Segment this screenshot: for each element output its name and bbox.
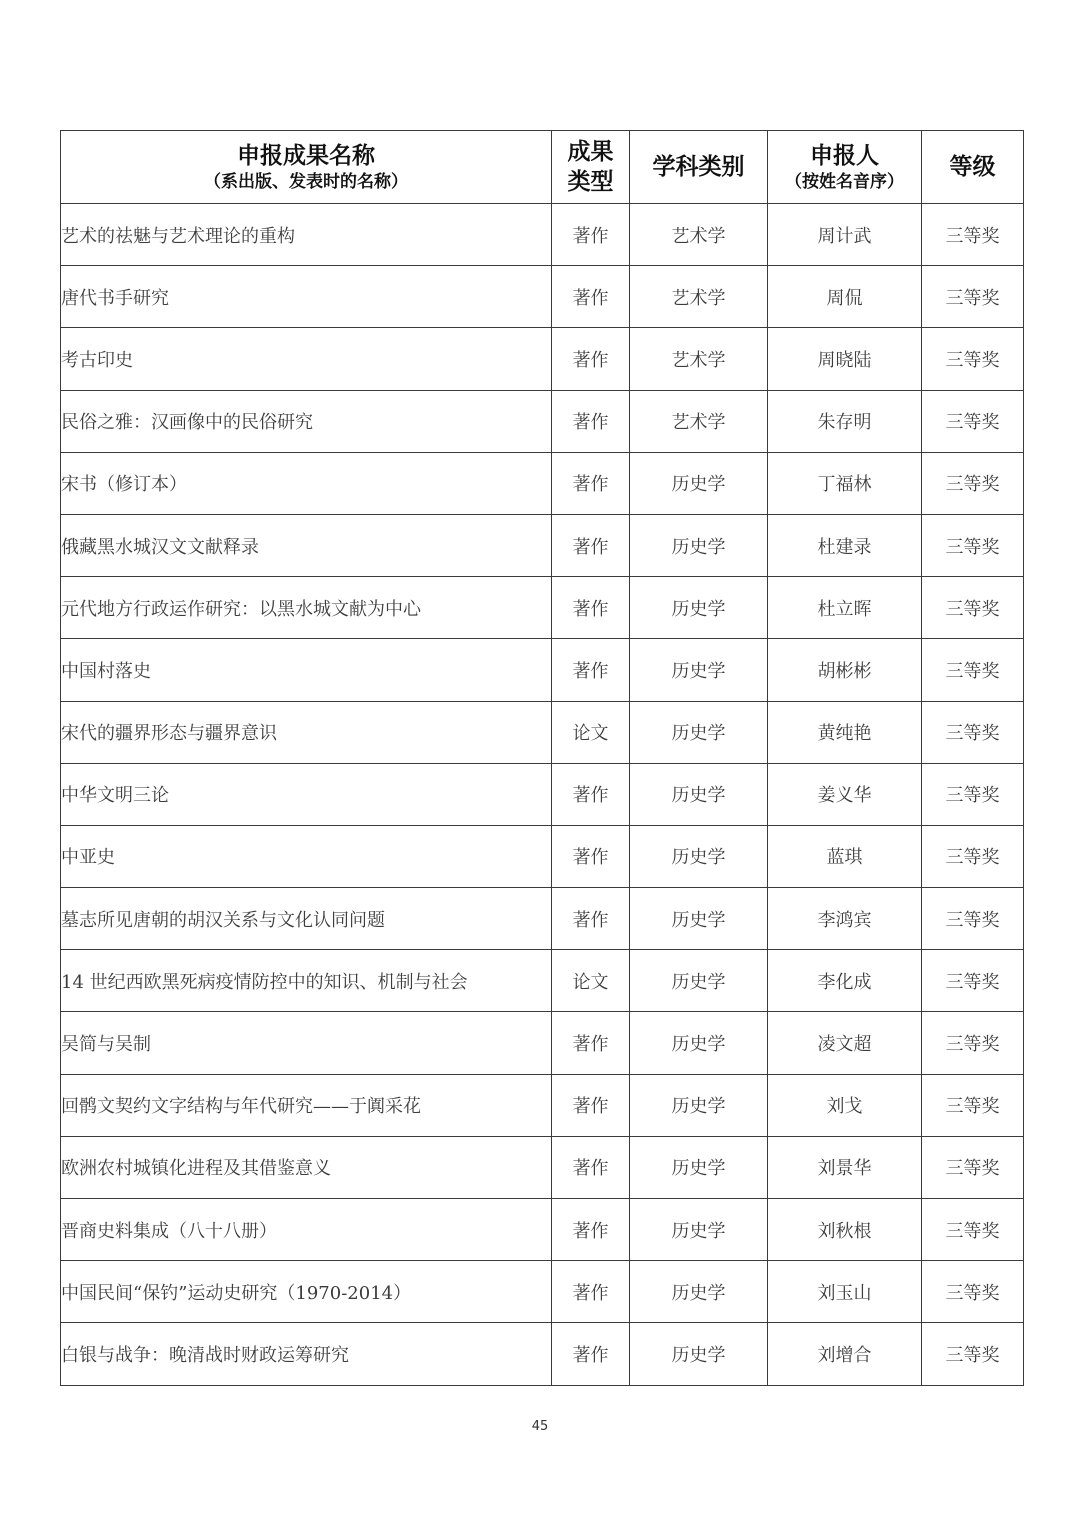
- table-row: [61, 1074, 1024, 1136]
- row-grade: 三等奖: [922, 825, 1024, 887]
- row-grade: 三等奖: [922, 266, 1024, 328]
- row-applicant: 周晓陆: [768, 328, 922, 390]
- row-grade: 三等奖: [922, 514, 1024, 576]
- awards-table: [60, 130, 1024, 1386]
- row-type: 著作: [552, 888, 630, 950]
- table-body: [61, 204, 1024, 1386]
- table-row: [61, 204, 1024, 266]
- row-applicant: 黄纯艳: [768, 701, 922, 763]
- row-type: 著作: [552, 204, 630, 266]
- row-discipline: 历史学: [630, 1199, 768, 1261]
- row-discipline: 历史学: [630, 577, 768, 639]
- row-discipline: 历史学: [630, 514, 768, 576]
- row-grade: 三等奖: [922, 452, 1024, 514]
- row-type: 著作: [552, 514, 630, 576]
- row-grade: 三等奖: [922, 950, 1024, 1012]
- row-discipline: 历史学: [630, 1136, 768, 1198]
- row-applicant: 丁福林: [768, 452, 922, 514]
- row-discipline: 艺术学: [630, 204, 768, 266]
- row-type: 著作: [552, 1323, 630, 1385]
- row-title: 晋商史料集成（八十八册）: [61, 1199, 552, 1261]
- row-type: 著作: [552, 452, 630, 514]
- table-row: [61, 390, 1024, 452]
- row-grade: 三等奖: [922, 577, 1024, 639]
- row-applicant: 刘景华: [768, 1136, 922, 1198]
- row-type: 著作: [552, 577, 630, 639]
- row-discipline: 历史学: [630, 452, 768, 514]
- table-row: [61, 266, 1024, 328]
- row-applicant: 刘秋根: [768, 1199, 922, 1261]
- row-title: 元代地方行政运作研究：以黑水城文献为中心: [61, 577, 552, 639]
- row-discipline: 艺术学: [630, 390, 768, 452]
- row-grade: 三等奖: [922, 1074, 1024, 1136]
- row-grade: 三等奖: [922, 888, 1024, 950]
- row-applicant: 刘戈: [768, 1074, 922, 1136]
- table-row: [61, 1261, 1024, 1323]
- row-title: 中华文明三论: [61, 763, 552, 825]
- table-row: [61, 888, 1024, 950]
- table-row: [61, 639, 1024, 701]
- header-title-sub: （系出版、发表时的名称）: [204, 172, 408, 192]
- row-applicant: 李化成: [768, 950, 922, 1012]
- table-row: [61, 1136, 1024, 1198]
- row-title: 回鹘文契约文字结构与年代研究——于阗采花: [61, 1074, 552, 1136]
- row-type: 著作: [552, 1261, 630, 1323]
- table-row: [61, 328, 1024, 390]
- header-type-line2: 类型: [567, 168, 614, 195]
- row-discipline: 历史学: [630, 1012, 768, 1074]
- row-title: 中国村落史: [61, 639, 552, 701]
- row-grade: 三等奖: [922, 390, 1024, 452]
- table-row: [61, 1199, 1024, 1261]
- header-title-main: 申报成果名称: [237, 142, 375, 169]
- row-grade: 三等奖: [922, 1261, 1024, 1323]
- row-title: 民俗之雅：汉画像中的民俗研究: [61, 390, 552, 452]
- row-title: 宋代的疆界形态与疆界意识: [61, 701, 552, 763]
- row-title: 俄藏黑水城汉文文献释录: [61, 514, 552, 576]
- header-title: [61, 131, 552, 204]
- row-title: 考古印史: [61, 328, 552, 390]
- header-type: [552, 131, 630, 204]
- row-type: 著作: [552, 1012, 630, 1074]
- row-discipline: 历史学: [630, 763, 768, 825]
- row-discipline: 历史学: [630, 1323, 768, 1385]
- row-title: 艺术的祛魅与艺术理论的重构: [61, 204, 552, 266]
- row-discipline: 历史学: [630, 950, 768, 1012]
- row-title: 14 世纪西欧黑死病疫情防控中的知识、机制与社会: [61, 950, 552, 1012]
- row-discipline: 艺术学: [630, 266, 768, 328]
- row-type: 著作: [552, 825, 630, 887]
- header-applicant-sub: （按姓名音序）: [785, 172, 904, 192]
- table-row: [61, 514, 1024, 576]
- table-row: [61, 950, 1024, 1012]
- row-type: 论文: [552, 950, 630, 1012]
- table-row: [61, 452, 1024, 514]
- table-header-row: [61, 131, 1024, 204]
- header-grade: 等级: [922, 131, 1024, 204]
- row-type: 著作: [552, 390, 630, 452]
- row-applicant: 姜义华: [768, 763, 922, 825]
- row-applicant: 李鸿宾: [768, 888, 922, 950]
- row-title: 墓志所见唐朝的胡汉关系与文化认同问题: [61, 888, 552, 950]
- row-title: 欧洲农村城镇化进程及其借鉴意义: [61, 1136, 552, 1198]
- row-grade: 三等奖: [922, 701, 1024, 763]
- row-type: 论文: [552, 701, 630, 763]
- row-title: 宋书（修订本）: [61, 452, 552, 514]
- table-row: [61, 1012, 1024, 1074]
- row-grade: 三等奖: [922, 1136, 1024, 1198]
- row-type: 著作: [552, 1074, 630, 1136]
- row-discipline: 历史学: [630, 825, 768, 887]
- header-type-line1: 成果: [567, 138, 614, 165]
- row-applicant: 蓝琪: [768, 825, 922, 887]
- row-type: 著作: [552, 763, 630, 825]
- table-row: [61, 825, 1024, 887]
- row-applicant: 刘玉山: [768, 1261, 922, 1323]
- table-row: [61, 763, 1024, 825]
- row-discipline: 历史学: [630, 639, 768, 701]
- row-applicant: 杜建录: [768, 514, 922, 576]
- row-grade: 三等奖: [922, 1323, 1024, 1385]
- row-grade: 三等奖: [922, 328, 1024, 390]
- row-title: 吴简与吴制: [61, 1012, 552, 1074]
- row-applicant: 杜立晖: [768, 577, 922, 639]
- row-type: 著作: [552, 1199, 630, 1261]
- table-row: [61, 1323, 1024, 1385]
- row-title: 中亚史: [61, 825, 552, 887]
- row-grade: 三等奖: [922, 204, 1024, 266]
- row-applicant: 周计武: [768, 204, 922, 266]
- row-grade: 三等奖: [922, 1012, 1024, 1074]
- row-discipline: 艺术学: [630, 328, 768, 390]
- row-title: 中国民间“保钓”运动史研究（1970-2014）: [61, 1261, 552, 1323]
- row-applicant: 周侃: [768, 266, 922, 328]
- row-title: 白银与战争：晚清战时财政运筹研究: [61, 1323, 552, 1385]
- row-grade: 三等奖: [922, 763, 1024, 825]
- header-discipline: 学科类别: [630, 131, 768, 204]
- row-applicant: 朱存明: [768, 390, 922, 452]
- table-row: [61, 577, 1024, 639]
- row-discipline: 历史学: [630, 888, 768, 950]
- header-applicant: [768, 131, 922, 204]
- row-applicant: 刘增合: [768, 1323, 922, 1385]
- row-discipline: 历史学: [630, 1074, 768, 1136]
- table-row: [61, 701, 1024, 763]
- row-discipline: 历史学: [630, 701, 768, 763]
- row-discipline: 历史学: [630, 1261, 768, 1323]
- row-applicant: 凌文超: [768, 1012, 922, 1074]
- row-title: 唐代书手研究: [61, 266, 552, 328]
- row-applicant: 胡彬彬: [768, 639, 922, 701]
- row-grade: 三等奖: [922, 1199, 1024, 1261]
- row-type: 著作: [552, 1136, 630, 1198]
- row-type: 著作: [552, 639, 630, 701]
- row-grade: 三等奖: [922, 639, 1024, 701]
- row-type: 著作: [552, 328, 630, 390]
- header-applicant-main: 申报人: [810, 142, 879, 169]
- row-type: 著作: [552, 266, 630, 328]
- page-number: 45: [531, 1419, 549, 1434]
